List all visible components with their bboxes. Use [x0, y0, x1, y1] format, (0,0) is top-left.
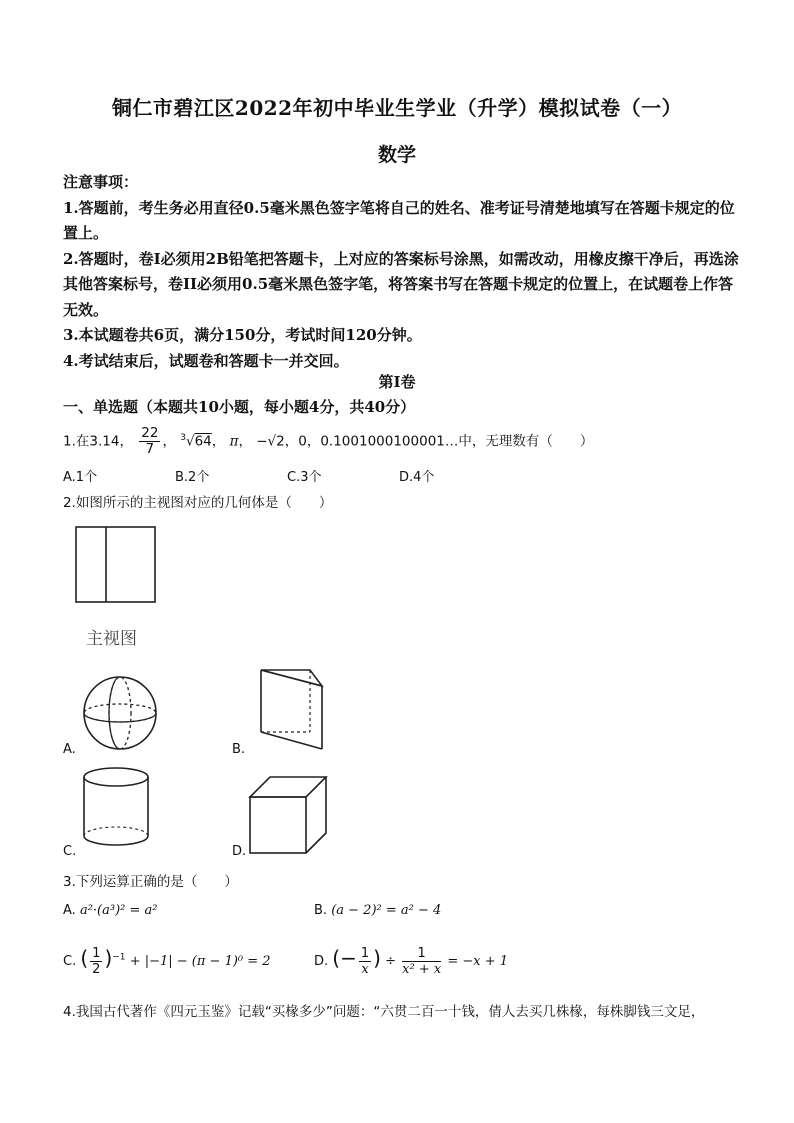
q3-label-d: D. [314, 954, 329, 969]
q3-d-frac2-num: 1 [402, 946, 441, 962]
note-item: 2.答题时，卷I必须用2B铅笔把答题卡，上对应的答案标号涂黑，如需改动，用橡皮擦干净后，再选涂其他答案标号，卷II必须用0.5毫米黑色签字笔，将答案书写在答题卡规定的位置上，在试题卷上作答无效。 [63, 249, 739, 319]
prism-figure [258, 666, 330, 752]
q3-c-frac-num: 1 [92, 946, 101, 961]
q1-frac-den: 7 [145, 441, 155, 457]
q3-d-fraction-1 [359, 946, 371, 977]
q1-option-d: D.4个 [399, 470, 435, 485]
notes-heading: 注意事项： [63, 173, 139, 191]
note-item: 4.考试结束后，试题卷和答题卡一并交回。 [63, 351, 349, 370]
section-heading: 一、单选题（本题共10小题，每小题4分，共40分） [63, 398, 416, 416]
cube-figure [248, 775, 330, 855]
q3-c-fraction [90, 946, 102, 977]
q3-option-a [63, 903, 157, 918]
q3-expr-b: (a − 2)² = a² − 4 [331, 903, 442, 918]
q1-neg-sqrt: −√2 [256, 433, 285, 450]
subject-heading: 数学 [377, 144, 416, 166]
q1-fraction [139, 426, 160, 457]
q1-root-index: 3 [180, 433, 186, 443]
note-item: 1.答题前，考生务必用直径0.5毫米黑色签字笔将自己的姓名、准考证号清楚地填写在答题卡规定的位置上。 [63, 198, 735, 242]
front-view-caption: 主视图 [86, 629, 137, 649]
q1-root-sign: √ [185, 433, 195, 450]
q3-d-frac1-num: 1 [360, 946, 370, 961]
q1-root-body: 64 [194, 433, 212, 450]
question-2: 2.如图所示的主视图对应的几何体是（ ） [63, 495, 333, 511]
q3-d-head: (− [332, 946, 357, 970]
front-view-figure [75, 526, 157, 604]
notes-block [63, 170, 743, 374]
q3-option-b [314, 903, 441, 918]
q3-d-frac2-den: x² + x [402, 962, 442, 977]
q1-pi: π [229, 433, 239, 450]
q3-d-fraction-2 [402, 946, 441, 977]
q1-option-a: A.1个 [63, 470, 98, 485]
q3-d-frac1-den: x [361, 962, 369, 977]
q2-label-d: D. [232, 844, 247, 859]
part-heading: 第I卷 [378, 373, 416, 391]
question-3: 3.下列运算正确的是（ ） [63, 874, 238, 890]
q3-label-a: A. [63, 903, 76, 918]
question-4: 4.我国古代著作《四元玉鉴》记载“买椽多少”问题：“六贯二百一十钱，倩人去买几株椽，每株脚钱三文足， [63, 1004, 705, 1020]
q3-c-tail: + |−1| − (π − 1)⁰ = 2 [129, 954, 271, 969]
q3-label-c: C. [63, 954, 77, 969]
q3-option-c: C. ( $\frac{1}{2}$ )$^{-1}$ + |−1| − (π − 1)⁰ = 2 [63, 946, 271, 977]
q1-option-c: C.3个 [287, 470, 322, 485]
q1-option-b: B.2个 [175, 470, 210, 485]
q1-frac-num: 22 [141, 425, 159, 441]
q2-label-b: B. [232, 742, 246, 757]
q1-prefix: 1.在3.14， [63, 433, 133, 450]
q2-label-c: C. [63, 844, 77, 859]
q3-c-frac-den: 2 [92, 962, 101, 977]
sphere-figure [82, 676, 162, 752]
q3-expr-a: a²·(a³)² = a² [79, 903, 158, 918]
cylinder-figure [82, 766, 152, 848]
note-item: 3.本试题卷共6页，满分150分，考试时间120分钟。 [63, 326, 422, 344]
q3-d-tail: = −x + 1 [447, 954, 508, 969]
q1-rest: ，0，0.1001000100001…中，无理数有（ ） [284, 433, 594, 450]
q2-label-a: A. [63, 742, 76, 757]
question-1: 1.在3.14， $\frac{22}{7}$ ， $^3$√64， π， −√2，0，0.1001000100001…中，无理数有（ ） [63, 425, 594, 457]
page-title: 铜仁市碧江区2022年初中毕业生学业（升学）模拟试卷（一） [111, 96, 683, 120]
q3-label-b: B. [314, 903, 328, 918]
q3-option-d: D. (− $\frac{1}{x}$ ) ÷ $\frac{1}{\text{x² + x}}$ = −x + 1 [314, 946, 508, 977]
